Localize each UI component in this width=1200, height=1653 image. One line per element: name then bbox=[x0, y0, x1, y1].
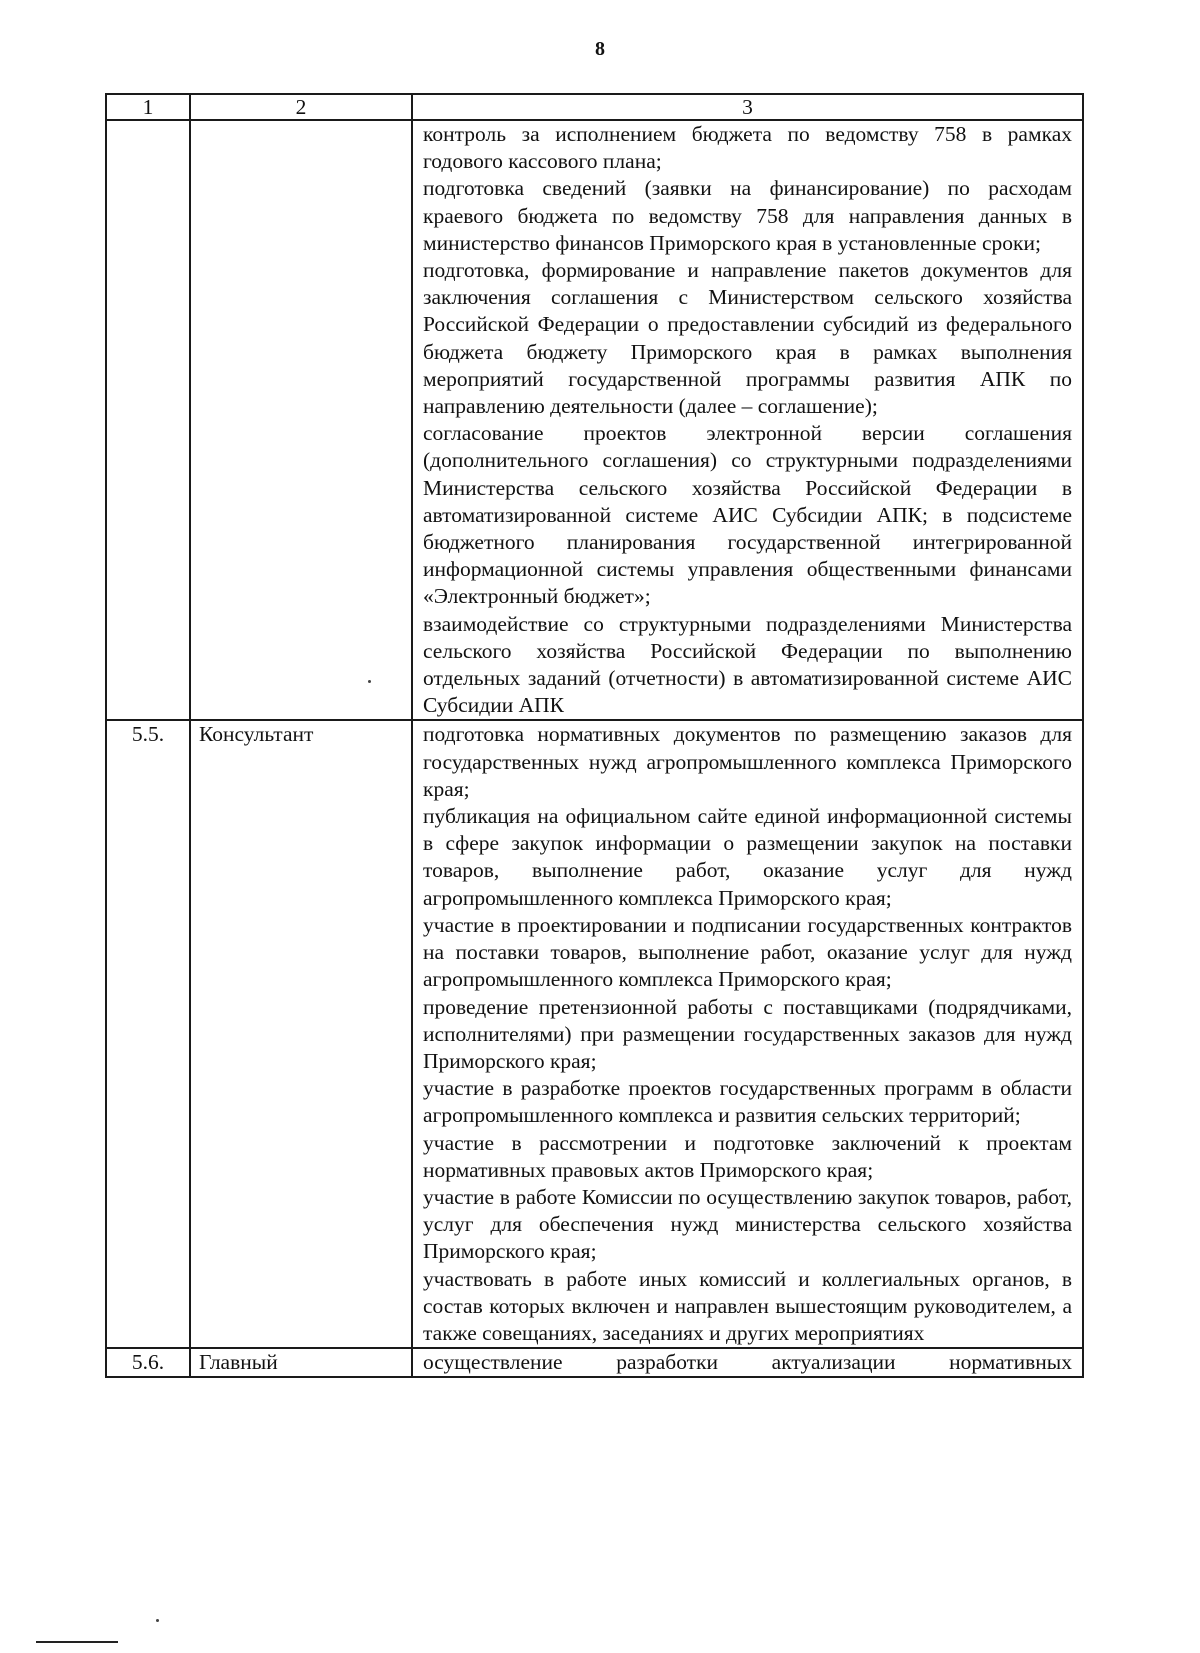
table-header-row bbox=[106, 94, 1083, 120]
duty-item: участие в рассмотрении и подготовке заключений к проектам нормативных правовых актов Приморского края; bbox=[423, 1130, 1072, 1182]
page-number: 8 bbox=[595, 38, 605, 60]
header-cell-2: 2 bbox=[190, 94, 412, 120]
row-number: 5.6. bbox=[106, 1348, 190, 1377]
position-title bbox=[190, 120, 412, 720]
duty-item: подготовка нормативных документов по размещению заказов для государственных нужд агропромышленного комплекса Приморского края; bbox=[423, 722, 1072, 801]
duty-item: осуществление разработки актуализации нормативных bbox=[423, 1350, 1072, 1375]
scan-dot bbox=[368, 680, 371, 683]
duties-cell bbox=[412, 120, 1083, 720]
duty-item: подготовка, формирование и направление пакетов документов для заключения соглашения с Министерством сельского хозяйства Российской Федерации о предоставлении субсидий из федерального бюджета бюджету Приморского края в рамках выполнения мероприятий государственной программы развития АПК по направлению деятельности (далее – соглашение); bbox=[423, 258, 1072, 419]
duty-item: участвовать в работе иных комиссий и коллегиальных органов, в состав которых включен и направлен вышестоящим руководителем, а также совещаниях, заседаниях и других мероприятиях bbox=[423, 1266, 1072, 1345]
duty-item: контроль за исполнением бюджета по ведомству 758 в рамках годового кассового плана; bbox=[423, 122, 1072, 174]
row-number bbox=[106, 120, 190, 720]
duty-item: проведение претензионной работы с поставщиками (подрядчиками, исполнителями) при размещении государственных заказов для нужд Приморского края; bbox=[423, 994, 1072, 1073]
duty-item: участие в работе Комиссии по осуществлению закупок товаров, работ, услуг для обеспечения нужд министерства сельского хозяйства Приморского края; bbox=[423, 1184, 1072, 1264]
header-cell-3: 3 bbox=[412, 94, 1083, 120]
row-number: 5.5. bbox=[106, 720, 190, 1348]
duties-cell bbox=[412, 1348, 1083, 1377]
table-row bbox=[106, 1348, 1083, 1377]
table-row bbox=[106, 720, 1083, 1348]
header-cell-1: 1 bbox=[106, 94, 190, 120]
duty-item: взаимодействие со структурными подразделениями Министерства сельского хозяйства Российской Федерации по выполнению отдельных заданий (отчетности) в автоматизированной системе АИС Субсидии АПК bbox=[423, 611, 1072, 718]
duty-item: участие в проектировании и подписании государственных контрактов на поставки товаров, выполнение работ, оказание услуг для нужд агропромышленного комплекса Приморского края; bbox=[423, 912, 1072, 992]
duty-item: подготовка сведений (заявки на финансирование) по расходам краевого бюджета по ведомству 758 для направления данных в министерство финансов Приморского края в установленные сроки; bbox=[423, 176, 1072, 255]
scan-dot bbox=[156, 1619, 159, 1622]
duties-table bbox=[105, 93, 1084, 1378]
position-title: Главный bbox=[190, 1348, 412, 1377]
scan-mark-line bbox=[36, 1641, 118, 1643]
position-title: Консультант bbox=[190, 720, 412, 1348]
duties-cell bbox=[412, 720, 1083, 1348]
table-row bbox=[106, 120, 1083, 720]
duty-item: публикация на официальном сайте единой информационной системы в сфере закупок информации о размещении закупок на поставки товаров, выполнение работ, оказание услуг для нужд агропромышленного комплекса Приморского края; bbox=[423, 804, 1072, 910]
duty-item: участие в разработке проектов государственных программ в области агропромышленного комплекса и развития сельских территорий; bbox=[423, 1076, 1072, 1128]
duty-item: согласование проектов электронной версии соглашения (дополнительного соглашения) со структурными подразделениями Министерства сельского хозяйства Российской Федерации в автоматизированной системе АИС Субсидии АПК; в подсистеме бюджетного планирования государственной интегрированной информационной системы управления общественными финансами «Электронный бюджет»; bbox=[423, 421, 1072, 609]
